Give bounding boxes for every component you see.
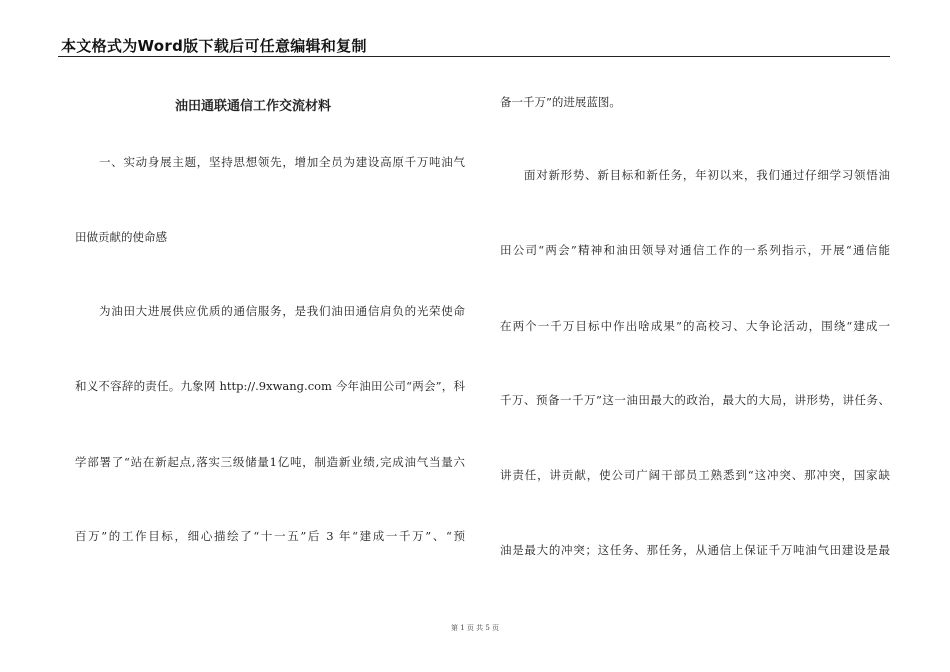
paragraph-line: 千万、预备一千万”这一油田最大的政治，最大的大局，讲形势，讲任务、: [500, 393, 890, 407]
header-divider: [58, 56, 890, 57]
paragraph-line: 田做贡献的使命感: [75, 230, 167, 244]
paragraph-line: 讲责任，讲贡献，使公司广阔干部员工熟悉到“这冲突、那冲突，国家缺: [500, 468, 890, 482]
paragraph-line: 一、实动身展主题，坚持思想领先，增加全员为建设高原千万吨油气: [99, 155, 465, 169]
header-title: 本文格式为Word版下载后可任意编辑和复制: [61, 37, 367, 55]
paragraph-line: 在两个一千万目标中作出啥成果”的高校习、大争论活动，围绕“建成一: [500, 319, 890, 333]
paragraph-line: 油是最大的冲突；这任务、那任务，从通信上保证千万吨油气田建设是最: [500, 543, 890, 557]
paragraph-line: 面对新形势、新目标和新任务，年初以来，我们通过仔细学习领悟油: [524, 168, 890, 182]
paragraph-line: 百万”的工作目标，细心描绘了“十一五”后 3 年“建成一千万”、“预: [75, 529, 465, 543]
paragraph-line: 为油田大进展供应优质的通信服务，是我们油田通信肩负的光荣使命: [99, 304, 465, 318]
paragraph-line: 学部署了“站在新起点,落实三级储量1亿吨，制造新业绩,完成油气当量六: [75, 455, 465, 469]
page-number: 第 1 页 共 5 页: [450, 624, 500, 632]
document-title: 油田通联通信工作交流材料: [175, 99, 332, 114]
paragraph-line: 和义不容辞的责任。九象网 http://.9xwang.com 今年油田公司“两会”，科: [75, 379, 465, 393]
paragraph-line: 备一千万”的进展蓝图。: [500, 95, 621, 109]
paragraph-line: 田公司“两会”精神和油田领导对通信工作的一系列指示，开展“通信能: [500, 243, 890, 257]
